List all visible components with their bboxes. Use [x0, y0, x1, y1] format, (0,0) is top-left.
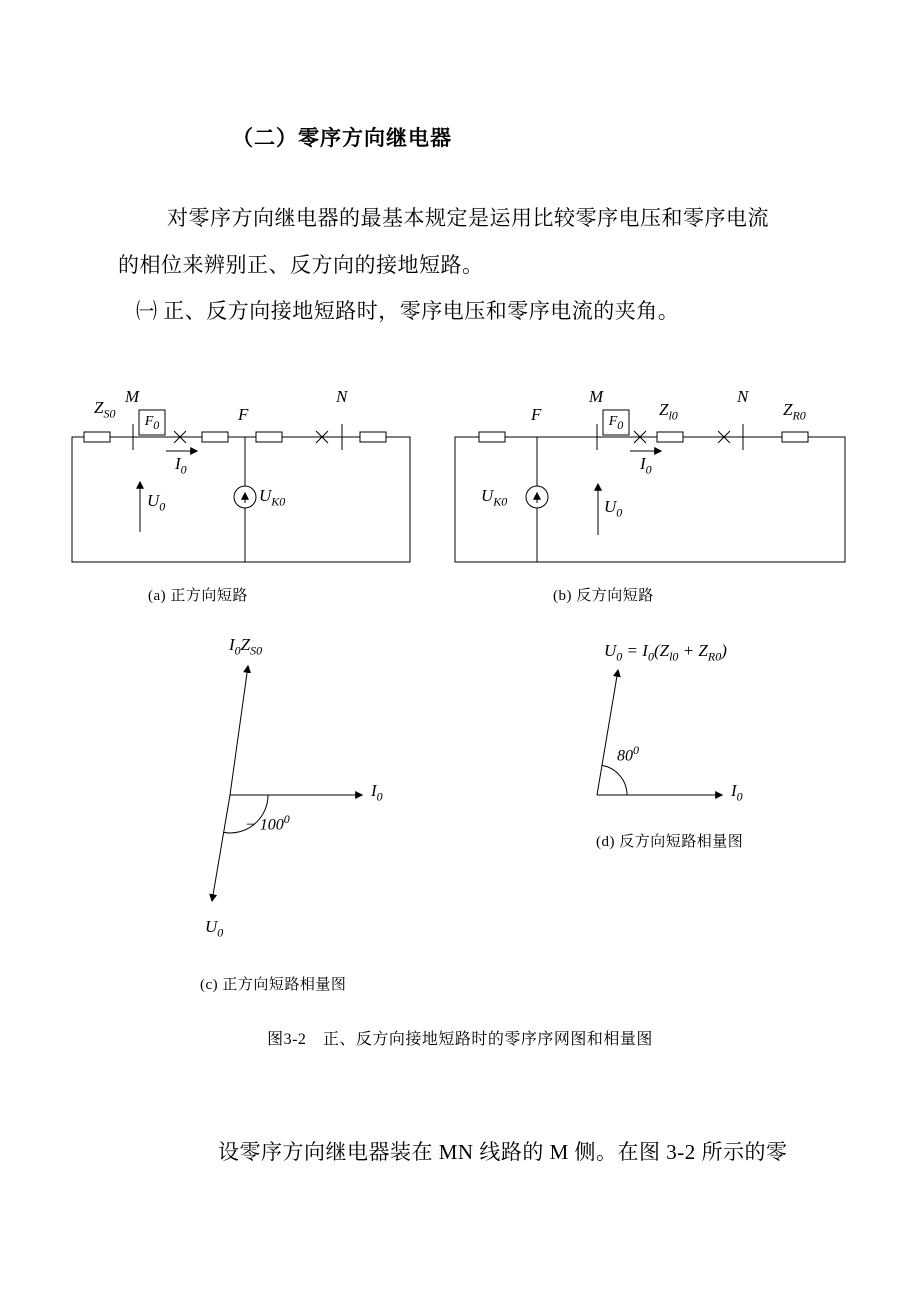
label-u0-sub: 0: [616, 505, 623, 520]
eq-part: ): [721, 641, 727, 660]
label-f0-base: F: [608, 414, 618, 429]
closing-paragraph-line: 设零序方向继电器装在 MN 线路的 M 侧。在图 3-2 所示的零: [218, 1140, 788, 1164]
label-bus-m-b: M: [589, 387, 604, 406]
label-i0-b: [640, 455, 652, 475]
label-i0-sub: 0: [376, 789, 383, 804]
paragraph-item-1: ㈠ 正、反方向接地短路时，零序电压和零序电流的夹角。: [136, 299, 680, 323]
angle-value: 80: [617, 747, 633, 765]
label-u0-equation: [604, 642, 727, 662]
label-zr0-base: Z: [783, 400, 793, 419]
angle-label-80: [617, 744, 639, 765]
label-part: I: [229, 635, 235, 654]
eq-part: =: [622, 641, 643, 660]
label-f0-base: F: [144, 414, 154, 429]
label-u0-a: [147, 492, 165, 512]
circuit-b-diagram: [455, 410, 845, 562]
label-zs0-sub: S0: [103, 406, 116, 421]
section-heading: （二）零序方向继电器: [232, 127, 452, 150]
label-part: Z: [240, 635, 251, 654]
label-zl0-sub: l0: [668, 408, 678, 423]
label-uk0-b: [481, 487, 507, 507]
label-part-sub: 0: [234, 643, 241, 658]
label-i0-sub: 0: [645, 462, 652, 477]
label-relay-f0-a: [139, 414, 165, 431]
label-i0-vector-d: [731, 782, 743, 802]
impedance-symbol: [256, 432, 282, 442]
angle-sup: 0: [283, 812, 290, 826]
phasor-d-diagram: [597, 670, 722, 795]
label-bus-m-a: M: [125, 387, 140, 406]
label-fault-b: F: [531, 405, 542, 424]
label-i0-vector-c: [371, 782, 383, 802]
label-uk0-a: [259, 487, 285, 507]
label-u0-sub: 0: [217, 925, 224, 940]
label-uk0-base: U: [481, 486, 494, 505]
eq-part: I: [642, 641, 648, 660]
label-zs0-base: Z: [94, 398, 104, 417]
label-zl0: [659, 401, 678, 421]
angle-sup: 0: [633, 743, 639, 757]
label-u0-base: U: [205, 917, 218, 936]
label-zl0-base: Z: [659, 400, 669, 419]
label-i0zs0-vector: [229, 636, 262, 656]
label-i0-base: I: [175, 454, 181, 473]
label-zs0: [94, 399, 115, 419]
phasor-c-diagram: [212, 666, 362, 901]
angle-label-minus100: [245, 813, 290, 834]
paragraph-line-1: 对零序方向继电器的最基本规定是运用比较零序电压和零序电流: [167, 206, 769, 230]
label-i0-base: I: [371, 781, 377, 800]
angle-arc: [602, 765, 627, 795]
label-bus-n-b: N: [737, 387, 749, 406]
eq-part-sub: 0: [647, 649, 654, 664]
impedance-symbol-zs0: [84, 432, 110, 442]
label-i0-base: I: [640, 454, 646, 473]
label-u0-vector-c: [205, 918, 223, 938]
label-i0-sub: 0: [180, 462, 187, 477]
label-u0-base: U: [604, 497, 617, 516]
eq-part: U: [604, 641, 617, 660]
caption-c: (c) 正方向短路相量图: [200, 977, 347, 993]
impedance-symbol-zl0: [657, 432, 683, 442]
impedance-symbol-zr0: [782, 432, 808, 442]
label-zr0-sub: R0: [792, 408, 806, 423]
label-i0-a: [175, 455, 187, 475]
label-u0-sub: 0: [159, 499, 166, 514]
vector-u0: [597, 670, 618, 795]
label-fault-a: F: [238, 405, 249, 424]
label-i0-sub: 0: [736, 789, 743, 804]
vector-u0: [212, 795, 230, 901]
angle-value: − 100: [245, 816, 284, 834]
eq-part: +: [678, 641, 699, 660]
label-zr0: [783, 401, 806, 421]
impedance-symbol: [360, 432, 386, 442]
label-u0-base: U: [147, 491, 160, 510]
impedance-symbol: [479, 432, 505, 442]
eq-part: Z: [698, 641, 708, 660]
label-part-sub: S0: [250, 643, 263, 658]
caption-a: (a) 正方向短路: [148, 588, 248, 604]
eq-part-sub: l0: [669, 649, 679, 664]
caption-d: (d) 反方向短路相量图: [596, 834, 744, 850]
label-uk0-sub: K0: [271, 494, 286, 509]
label-f0-sub: 0: [617, 417, 624, 432]
impedance-symbol: [202, 432, 228, 442]
label-i0-base: I: [731, 781, 737, 800]
eq-part-sub: R0: [707, 649, 722, 664]
label-uk0-sub: K0: [493, 494, 508, 509]
paragraph-line-2: 的相位来辨别正、反方向的接地短路。: [118, 253, 484, 277]
eq-part: (: [653, 641, 660, 660]
vector-i0zs0: [230, 666, 248, 795]
eq-part-sub: 0: [616, 649, 623, 664]
label-uk0-base: U: [259, 486, 272, 505]
label-relay-f0-b: [603, 414, 629, 431]
eq-part: Z: [659, 641, 670, 660]
label-u0-b: [604, 498, 622, 518]
circuit-a-diagram: [72, 410, 410, 562]
figure-caption: 图3-2 正、反方向接地短路时的零序序网图和相量图: [267, 1031, 653, 1048]
label-f0-sub: 0: [153, 417, 160, 432]
label-bus-n-a: N: [336, 387, 348, 406]
caption-b: (b) 反方向短路: [553, 588, 654, 604]
